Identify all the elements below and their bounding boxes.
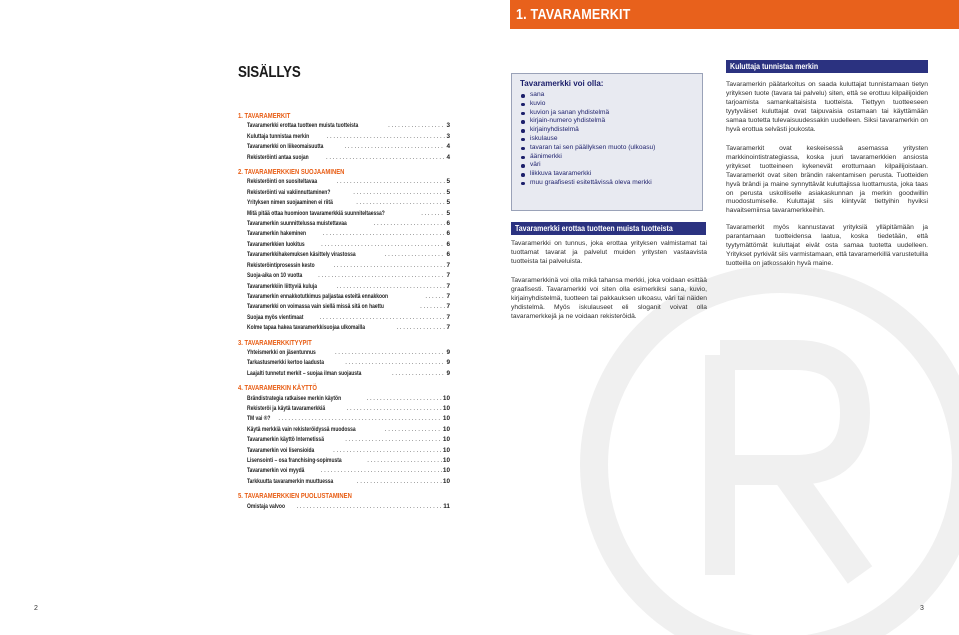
toc-entry-label: Tavaramerkkihakemuksen käsittely virastossa [247,251,356,259]
toc-entry-label: Tarkkuutta tavaramerkin muuttuessa [247,477,334,485]
toc-entry-page: 3 [446,122,450,130]
toc-entry-label: Tavaramerkin voi lisensioida [247,446,315,454]
toc-dot-leader [419,209,445,219]
toc-entry-label: Kuluttaja tunnistaa merkin [247,132,310,140]
toc-dot-leader [319,240,445,250]
toc-entry[interactable] [238,282,450,292]
toc-entry-page: 10 [442,425,450,433]
toc-entry-label: Lisensointi – osa franchising-sopimusta [247,457,342,464]
toc-entry-page: 7 [446,324,450,332]
toc-entry[interactable] [238,142,450,152]
trademark-type-item: sana [520,91,694,100]
toc-entry-page: 10 [442,457,450,464]
toc-entry[interactable] [238,502,450,512]
toc-entry-label: Rekisteröinti on suositeltavaa [247,178,318,186]
toc-entry-page: 10 [442,436,450,444]
toc-entry-label: Rekisteröinti vai vakiinnuttaminen? [247,188,331,196]
toc-dot-leader [383,250,446,260]
toc-section-heading: 1. TAVARAMERKIT [238,111,291,120]
toc-entry[interactable] [238,456,450,466]
toc-dot-leader [354,198,445,208]
toc-entry-page: 4 [446,153,450,161]
toc-title: SISÄLLYS [238,64,301,81]
paragraph-recognize-3: Tavaramerkit myös kannustavat yrityksiä ylläpitämään ja parantamaan tuotteidensa laatua, koska tiedetään, että tyytymättömät kuluttajat eivät osta samaa tuotetta uudelleen. Yritykset pyrkivät siis varmistamaan, että tavaramerkillä varustetuilla tuotteilla on jatkossakin hyvä maine. [726,224,928,267]
section-heading-recognize: Kuluttaja tunnistaa merkin [726,60,928,73]
toc-dot-leader [333,348,445,358]
toc-entry-page: 9 [446,359,450,367]
toc-entry-label: Tavaramerkin käyttö Internetissä [247,436,324,444]
toc-dot-leader [343,142,446,152]
toc-entry-page: 5 [446,199,450,207]
paragraph-distinguish-1: Tavaramerkki on tunnus, joka erottaa yrityksen valmistamat tai tuottamat tavarat ja palvelut muiden yritysten vastaavista tuotteista tai palveluista. [511,240,707,265]
toc-entry[interactable] [238,369,450,379]
toc-entry-label: Kolme tapaa hakea tavaramerkkisuojaa ulkomailla [247,324,366,332]
trademark-type-item: iskulause [520,135,694,144]
trademark-type-item: äänimerkki [520,153,694,162]
toc-entry[interactable] [238,209,450,219]
toc-dot-leader [324,153,445,163]
toc-dot-leader [319,466,442,476]
toc-entry-page: 6 [446,230,450,238]
toc-entry[interactable] [238,177,450,187]
toc-section-heading: 3. TAVARAMERKKITYYPIT [238,337,312,347]
toc-entry[interactable] [238,271,450,281]
toc-entry[interactable] [238,446,450,456]
page-number-left: 2 [34,605,38,612]
toc-section-heading: 5. TAVARAMERKKIEN PUOLUSTAMINEN [238,491,352,501]
toc-entry[interactable] [238,466,450,476]
toc-entry-label: Tavaramerkin voi myydä [247,467,305,475]
toc-entry-page: 6 [446,220,450,228]
paragraph-distinguish-2: Tavaramerkkinä voi olla mikä tahansa merkki, joka voidaan esittää graafisesti. Tavaramerkki voi siten olla esimerkiksi sana, kuvio, kirjainyhdistelmä, tuotteen tai pakkauksen ulkoasu, väri tai näiden yhdistelmä. Myös iskulauseet eli sloganit voivat olla tavaramerkkejä ja ne voidaan rekisteröidä. [511,277,707,320]
toc-entry[interactable] [238,404,450,414]
toc-entry-page: 7 [446,303,450,311]
toc-entry-label: Tavaramerkkiin liittyviä kuluja [247,282,318,290]
trademark-type-item: kirjainyhdistelmä [520,126,694,135]
toc-entry-label: Yrityksen nimen suojaaminen ei riitä [247,199,333,207]
trademark-type-item: muu graafisesti esitettävissä oleva merkki [520,179,694,188]
toc-dot-leader [332,261,446,271]
toc-entry-label: Tarkastusmerkki kertoo laadusta [247,359,324,367]
toc-entry[interactable] [238,292,450,302]
toc-entry-label: Käytä merkkiä vain rekisteröidyssä muodossa [247,425,356,433]
toc-entry-page: 7 [446,272,450,280]
toc-dot-leader [372,219,446,229]
toc-entry[interactable] [238,414,450,424]
toc-entry-label: Rekisteröintiprosessin kesto [247,261,315,269]
toc-entry[interactable] [238,313,450,323]
trademark-type-item: väri [520,161,694,170]
toc-dot-leader [335,282,446,292]
toc-entry[interactable] [238,435,450,445]
toc-entry-label: Tavaramerkin ennakkotutkimus paljastaa esteitä ennakkoon [247,292,389,300]
toc-entry-page: 4 [446,143,450,151]
right-page [480,0,959,635]
toc-entry-label: Rekisteröi ja käytä tavaramerkkiä [247,404,326,412]
trademark-type-item: tavaran tai sen päällyksen muoto (ulkoasu) [520,144,694,153]
toc-entry-page: 10 [442,404,450,412]
toc-entry-label: Suojaa myös vientimaat [247,313,304,321]
toc-entry[interactable] [238,121,450,131]
toc-dot-leader [316,271,445,281]
toc-entry-page: 9 [446,348,450,356]
toc-entry-page: 10 [442,446,450,454]
toc-entry-page: 10 [442,415,450,423]
toc-entry-page: 11 [443,502,450,510]
toc-entry-label: Rekisteröinti antaa suojan [247,153,309,161]
page-number-right: 3 [920,605,924,612]
toc-entry-label: Suoja-aika on 10 vuotta [247,272,303,280]
toc-entry-label: Laajalti tunnetut merkit – suojaa ilman suojausta [247,369,362,377]
toc-entry[interactable] [238,240,450,250]
trademark-types-list [520,91,694,188]
toc-entry-page: 6 [446,251,450,259]
toc-entry-page: 7 [446,313,450,321]
toc-section-heading: 4. TAVARAMERKIN KÄYTTÖ [238,383,317,393]
toc-entry[interactable] [238,198,450,208]
toc-entry-label: Tavaramerkin hakeminen [247,230,307,238]
toc-entry-label: Tavaramerkki erottaa tuotteen muista tuotteista [247,122,359,130]
toc-dot-leader [395,323,446,333]
paragraph-recognize-2: Tavaramerkit ovat keskeisessä asemassa yritysten markkinointistrategiassa, koska juuri tavaramerkkien ansiosta yritykset tuotteineen kykenevät erottumaan kilpailijoistaan. Tavaramerkit ovat siten brändin rakentamisen perusta. Tuotteiden hyvä brändi ja maine synnyttävät kuluttajissa luottamusta, joka taas on perusta uskolliselle asiakaskunnan ja merkin goodwillin muodostumiselle. Kuluttajat siis kiintyvät tiettyihin hyviksi havaitsemiinsa tavaramerkkeihin. [726,145,928,215]
toc-entry[interactable] [238,219,450,229]
toc-entry[interactable] [238,425,450,435]
toc-dot-leader [343,435,442,445]
toc-dot-leader [331,446,442,456]
infobox-title: Tavaramerkki voi olla: [520,79,604,88]
toc-dot-leader [343,358,445,368]
toc-dot-leader [345,404,442,414]
toc-dot-leader [325,132,446,142]
section-heading-distinguish: Tavaramerkki erottaa tuotteen muista tuotteista [511,222,706,235]
toc-entry-page: 6 [446,240,450,248]
toc-entry-label: Tavaramerkkien luokitus [247,240,305,248]
table-of-contents [238,111,450,512]
toc-entry-label: Tavaramerkki on voimassa vain siellä missä sitä on haettu [247,303,384,311]
toc-entry-page: 10 [442,477,450,485]
toc-entry-label: Brändistrategia ratkaisee merkin käytön [247,394,342,402]
toc-entry[interactable] [238,477,450,487]
trademark-type-item: kirjain-numero yhdistelmä [520,117,694,126]
toc-entry[interactable] [238,261,450,271]
toc-dot-leader [335,177,446,187]
toc-entry[interactable] [238,132,450,142]
toc-entry-label: Yhteismerkki on jäsentunnus [247,348,316,356]
toc-entry[interactable] [238,153,450,163]
toc-dot-leader [318,313,446,323]
trademark-type-item: kuvion ja sanan yhdistelmä [520,109,694,118]
chapter-header-bar [510,0,959,29]
left-page [0,0,479,635]
toc-dot-leader [383,425,442,435]
toc-entry[interactable] [238,348,450,358]
toc-entry-page: 3 [446,132,450,140]
toc-entry[interactable] [238,323,450,333]
toc-entry-page: 9 [446,369,450,377]
toc-entry-page: 7 [446,261,450,269]
toc-entry-page: 10 [442,467,450,475]
toc-entry[interactable] [238,188,450,198]
toc-entry-label: Omistaja valvoo [247,502,285,510]
trademark-type-item: kuvio [520,100,694,109]
toc-dot-leader [321,229,446,239]
toc-entry-label: Tavaramerkki on liikeomaisuutta [247,143,324,151]
toc-entry-label: Mitä pitää ottaa huomioon tavaramerkkiä suunniteltaessa? [247,209,385,217]
toc-entry-page: 5 [446,188,450,196]
toc-dot-leader [294,502,442,512]
toc-entry-label: TM vai ®? [247,415,271,423]
trademark-type-item: liikkuva tavaramerkki [520,170,694,179]
toc-dot-leader [276,414,442,424]
toc-entry[interactable] [238,250,450,260]
paragraph-recognize-1: Tavaramerkin päätarkoitus on saada kuluttajat tunnistamaan tietyn yrityksen tuote (tavara tai palvelu) siten, että se erottuu kilpailijoiden tarjoamista samankaltaisista tuotteista. Tiettyyn tuotteeseen tyytyväiset kuluttajat ovat taipuvaisia ostamaan tai käyttämään samaa tuotetta tulevaisuudessakin uudelleen. Siksi tavaramerkin on hyvä erottua selvästi joukosta. [726,81,928,133]
toc-entry[interactable] [238,229,450,239]
toc-dot-leader [351,188,445,198]
toc-entry[interactable] [238,358,450,368]
toc-entry-label: Tavaramerkin suunnittelussa muistettavaa [247,220,347,228]
chapter-title: 1. TAVARAMERKIT [516,6,631,23]
toc-entry-page: 5 [446,209,450,217]
toc-dot-leader [386,121,445,131]
toc-dot-leader [365,456,442,466]
toc-dot-leader [418,302,445,312]
toc-section-heading: 2. TAVARAMERKKIEN SUOJAAMINEN [238,167,345,177]
toc-entry-page: 7 [446,292,450,300]
toc-dot-leader [390,369,445,379]
toc-entry-page: 10 [442,394,450,402]
toc-dot-leader [365,394,442,404]
trademark-types-box [511,73,703,211]
toc-entry[interactable] [238,394,450,404]
toc-entry[interactable] [238,302,450,312]
toc-entry-page: 5 [446,178,450,186]
toc-dot-leader [355,477,442,487]
toc-dot-leader [423,292,445,302]
toc-entry-page: 7 [446,282,450,290]
